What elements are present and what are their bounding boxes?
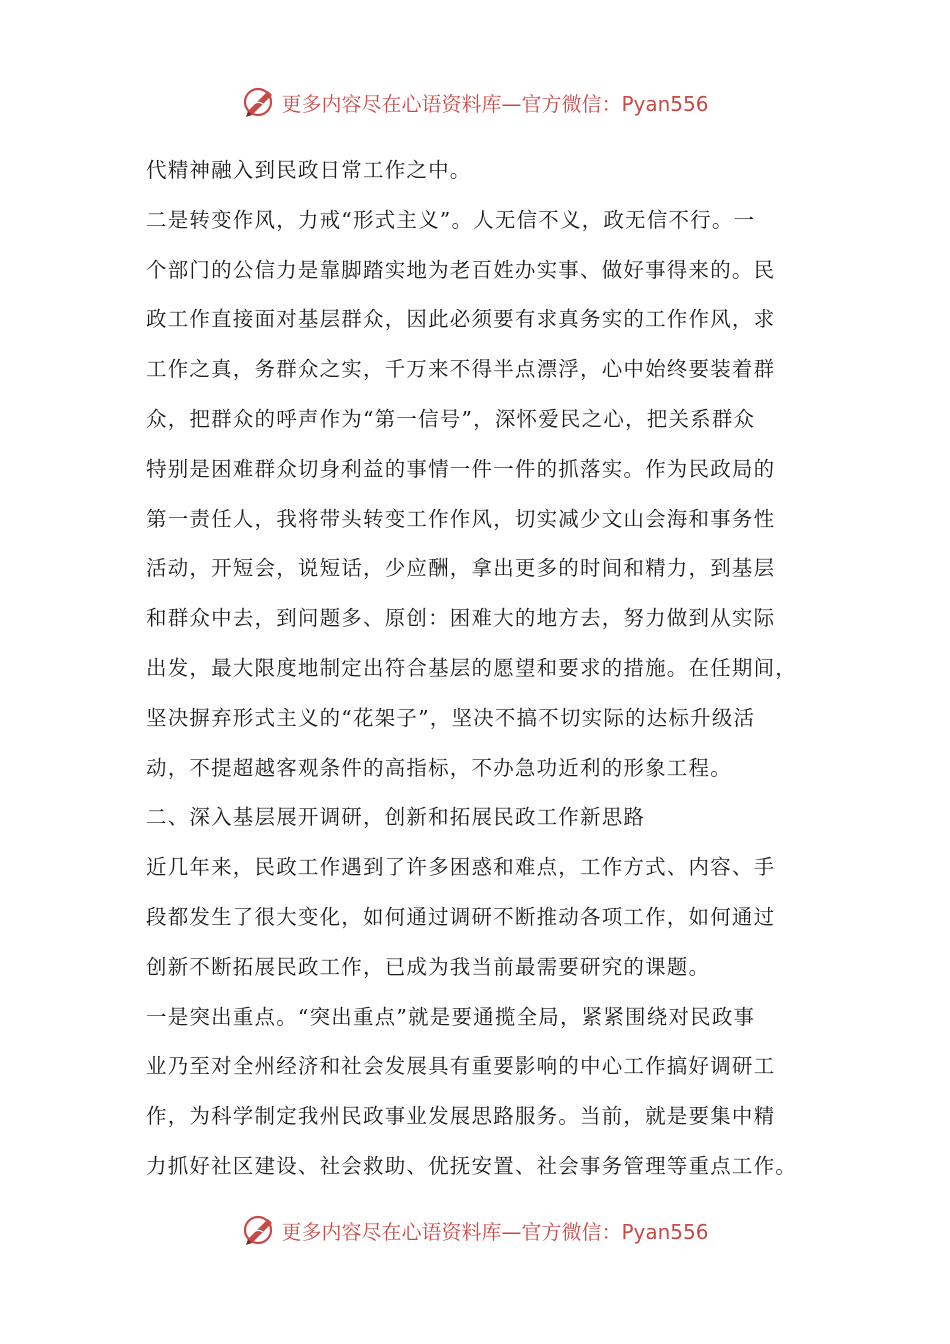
document-body xyxy=(146,146,826,1192)
text-line: 和群众中去，到问题多、原创：困难大的地方去，努力做到从实际 xyxy=(146,606,776,631)
text-line: 第一责任人，我将带头转变工作作风，切实减少文山会海和事务性 xyxy=(146,506,776,531)
text-line: 一是突出重点。“突出重点”就是要通揽全局，紧紧围绕对民政事 xyxy=(146,1004,756,1029)
footer-banner-text: 更多内容尽在心语资料库—官方微信：Pyan556 xyxy=(281,1219,709,1244)
footer-banner xyxy=(0,1210,950,1250)
text-line: 特别是困难群众切身利益的事情一件一件的抓落实。作为民政局的 xyxy=(146,456,776,481)
text-line: 个部门的公信力是靠脚踏实地为老百姓办实事、做好事得来的。民 xyxy=(146,257,776,282)
text-line: 动，不提超越客观条件的高指标，不办急功近利的形象工程。 xyxy=(146,755,732,780)
pen-logo-icon xyxy=(241,1212,277,1248)
text-line: 业乃至对全州经济和社会发展具有重要影响的中心工作搞好调研工 xyxy=(146,1054,776,1079)
text-line: 坚决摒弃形式主义的“花架子”，坚决不搞不切实际的达标升级活 xyxy=(146,705,756,730)
section-heading: 二、深入基层展开调研，创新和拓展民政工作新思路 xyxy=(146,805,646,830)
text-line: 众，把群众的呼声作为“第一信号”，深怀爱民之心，把关系群众 xyxy=(146,406,756,431)
text-line: 段都发生了很大变化，如何通过调研不断推动各项工作，如何通过 xyxy=(146,904,776,929)
text-line: 出发，最大限度地制定出符合基层的愿望和要求的措施。在任期间， xyxy=(146,655,797,680)
text-line: 近几年来，民政工作遇到了许多困惑和难点，工作方式、内容、手 xyxy=(146,855,776,880)
text-line: 代精神融入到民政日常工作之中。 xyxy=(146,158,472,182)
text-line: 活动，开短会，说短话，少应酬，拿出更多的时间和精力，到基层 xyxy=(146,556,776,581)
text-line: 创新不断拓展民政工作，已成为我当前最需要研究的课题。 xyxy=(146,954,711,979)
pen-logo-icon xyxy=(241,84,277,120)
text-line: 工作之真，务群众之实，千万来不得半点漂浮，心中始终要装着群 xyxy=(146,357,776,382)
text-line: 作，为科学制定我州民政事业发展思路服务。当前，就是要集中精 xyxy=(146,1104,776,1129)
text-line: 二是转变作风，力戒“形式主义”。人无信不义，政无信不行。一 xyxy=(146,207,756,232)
text-line: 力抓好社区建设、社会救助、优抚安置、社会事务管理等重点工作。 xyxy=(146,1153,797,1178)
text-line: 政工作直接面对基层群众，因此必须要有求真务实的工作作风，求 xyxy=(146,307,776,332)
header-banner-text: 更多内容尽在心语资料库—官方微信：Pyan556 xyxy=(281,91,709,116)
header-banner xyxy=(0,82,950,122)
